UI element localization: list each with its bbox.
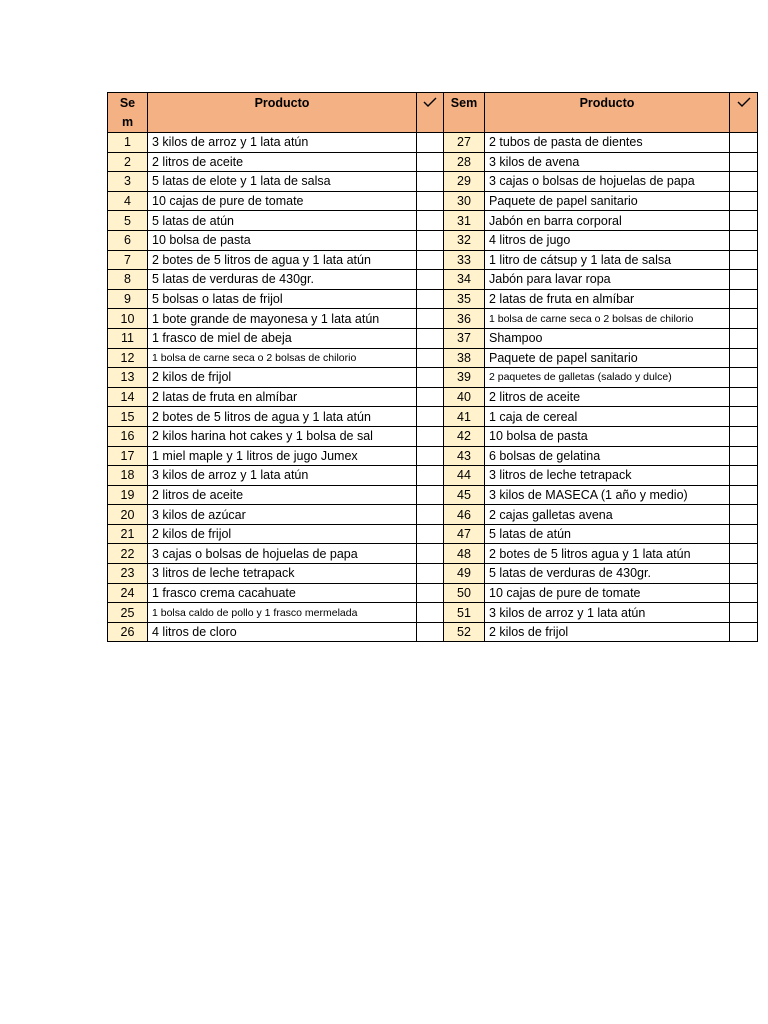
table-row [108, 544, 758, 564]
week-number: 9 [108, 289, 148, 309]
table-row [108, 328, 758, 348]
check-icon [737, 97, 751, 107]
week-number: 44 [444, 466, 485, 486]
product-name: 1 caja de cereal [485, 407, 730, 427]
product-name: 3 kilos de arroz y 1 lata atún [148, 133, 417, 153]
table-row [108, 524, 758, 544]
check-cell[interactable] [730, 289, 758, 309]
product-name: 3 kilos de arroz y 1 lata atún [485, 603, 730, 623]
week-number: 15 [108, 407, 148, 427]
product-name: 1 bolsa de carne seca o 2 bolsas de chilorio [148, 348, 417, 368]
week-number: 40 [444, 387, 485, 407]
week-number: 49 [444, 564, 485, 584]
table-row [108, 426, 758, 446]
check-cell[interactable] [417, 211, 444, 231]
week-number: 5 [108, 211, 148, 231]
week-number: 30 [444, 191, 485, 211]
table-header-row [108, 93, 758, 133]
producto-header-left: Producto [148, 93, 417, 133]
product-name: 2 paquetes de galletas (salado y dulce) [485, 368, 730, 388]
weekly-products-table [107, 92, 758, 642]
product-name: 1 frasco de miel de abeja [148, 328, 417, 348]
week-number: 7 [108, 250, 148, 270]
check-cell[interactable] [730, 368, 758, 388]
check-icon [423, 97, 437, 107]
check-cell[interactable] [417, 172, 444, 192]
table-row [108, 583, 758, 603]
product-name: 2 latas de fruta en almíbar [148, 387, 417, 407]
check-cell[interactable] [417, 544, 444, 564]
week-number: 52 [444, 622, 485, 642]
week-number: 28 [444, 152, 485, 172]
week-number: 17 [108, 446, 148, 466]
check-cell[interactable] [730, 152, 758, 172]
check-header-right [730, 93, 758, 133]
product-name: 1 bolsa caldo de pollo y 1 frasco mermelada [148, 603, 417, 623]
check-cell[interactable] [417, 524, 444, 544]
product-name: 1 bolsa de carne seca o 2 bolsas de chilorio [485, 309, 730, 329]
check-cell[interactable] [417, 348, 444, 368]
week-number: 33 [444, 250, 485, 270]
check-cell[interactable] [730, 211, 758, 231]
week-number: 39 [444, 368, 485, 388]
check-cell[interactable] [730, 524, 758, 544]
week-number: 34 [444, 270, 485, 290]
table-row [108, 211, 758, 231]
check-cell[interactable] [417, 603, 444, 623]
check-cell[interactable] [730, 622, 758, 642]
check-cell[interactable] [417, 407, 444, 427]
check-cell[interactable] [417, 426, 444, 446]
product-name: Shampoo [485, 328, 730, 348]
week-number: 35 [444, 289, 485, 309]
product-name: 5 bolsas o latas de frijol [148, 289, 417, 309]
week-number: 26 [108, 622, 148, 642]
week-number: 25 [108, 603, 148, 623]
check-cell[interactable] [730, 230, 758, 250]
week-number: 48 [444, 544, 485, 564]
week-number: 43 [444, 446, 485, 466]
table-row [108, 446, 758, 466]
check-cell[interactable] [730, 250, 758, 270]
table-row [108, 485, 758, 505]
check-header-left [417, 93, 444, 133]
table-row [108, 407, 758, 427]
product-name: 2 kilos de frijol [148, 524, 417, 544]
week-number: 41 [444, 407, 485, 427]
check-cell[interactable] [417, 368, 444, 388]
product-name: 3 cajas o bolsas de hojuelas de papa [148, 544, 417, 564]
product-name: 4 litros de cloro [148, 622, 417, 642]
check-cell[interactable] [730, 583, 758, 603]
check-cell[interactable] [730, 348, 758, 368]
week-number: 22 [108, 544, 148, 564]
table-row [108, 348, 758, 368]
week-number: 38 [444, 348, 485, 368]
table-row [108, 152, 758, 172]
table-row [108, 133, 758, 153]
week-number: 24 [108, 583, 148, 603]
week-number: 19 [108, 485, 148, 505]
product-name: 2 kilos de frijol [148, 368, 417, 388]
check-cell[interactable] [730, 191, 758, 211]
table-row [108, 622, 758, 642]
check-cell[interactable] [417, 328, 444, 348]
check-cell[interactable] [730, 446, 758, 466]
product-name: 5 latas de atún [148, 211, 417, 231]
check-cell[interactable] [730, 133, 758, 153]
week-number: 12 [108, 348, 148, 368]
product-name: Jabón para lavar ropa [485, 270, 730, 290]
check-cell[interactable] [417, 270, 444, 290]
week-number: 16 [108, 426, 148, 446]
product-name: 4 litros de jugo [485, 230, 730, 250]
table-row [108, 466, 758, 486]
product-name: 10 cajas de pure de tomate [148, 191, 417, 211]
check-cell[interactable] [730, 387, 758, 407]
product-name: 10 bolsa de pasta [148, 230, 417, 250]
check-cell[interactable] [730, 505, 758, 525]
check-cell[interactable] [417, 230, 444, 250]
product-name: 2 botes de 5 litros agua y 1 lata atún [485, 544, 730, 564]
product-name: 2 litros de aceite [485, 387, 730, 407]
week-number: 8 [108, 270, 148, 290]
product-name: 6 bolsas de gelatina [485, 446, 730, 466]
check-cell[interactable] [417, 289, 444, 309]
product-name: 5 latas de elote y 1 lata de salsa [148, 172, 417, 192]
check-cell[interactable] [417, 191, 444, 211]
week-number: 27 [444, 133, 485, 153]
product-name: 1 frasco crema cacahuate [148, 583, 417, 603]
product-name: 2 cajas galletas avena [485, 505, 730, 525]
product-name: 2 litros de aceite [148, 485, 417, 505]
check-cell[interactable] [730, 172, 758, 192]
product-name: 2 kilos de frijol [485, 622, 730, 642]
product-name: 1 bote grande de mayonesa y 1 lata atún [148, 309, 417, 329]
check-cell[interactable] [730, 328, 758, 348]
check-cell[interactable] [417, 309, 444, 329]
product-name: 3 kilos de MASECA (1 año y medio) [485, 485, 730, 505]
check-cell[interactable] [417, 133, 444, 153]
table-row [108, 230, 758, 250]
product-name: 3 kilos de arroz y 1 lata atún [148, 466, 417, 486]
week-number: 45 [444, 485, 485, 505]
week-number: 46 [444, 505, 485, 525]
table-row [108, 250, 758, 270]
table-row [108, 387, 758, 407]
product-name: 2 litros de aceite [148, 152, 417, 172]
table-row [108, 289, 758, 309]
week-number: 21 [108, 524, 148, 544]
check-cell[interactable] [730, 407, 758, 427]
check-cell[interactable] [417, 387, 444, 407]
product-name: 5 latas de verduras de 430gr. [485, 564, 730, 584]
product-name: 1 litro de cátsup y 1 lata de salsa [485, 250, 730, 270]
table-row [108, 603, 758, 623]
table-row [108, 191, 758, 211]
week-number: 1 [108, 133, 148, 153]
product-name: 5 latas de atún [485, 524, 730, 544]
check-cell[interactable] [417, 152, 444, 172]
check-cell[interactable] [730, 485, 758, 505]
week-number: 50 [444, 583, 485, 603]
check-cell[interactable] [417, 564, 444, 584]
check-cell[interactable] [417, 466, 444, 486]
table-row [108, 172, 758, 192]
producto-header-right: Producto [485, 93, 730, 133]
product-name: 2 latas de fruta en almíbar [485, 289, 730, 309]
week-number: 51 [444, 603, 485, 623]
week-number: 20 [108, 505, 148, 525]
product-name: 5 latas de verduras de 430gr. [148, 270, 417, 290]
week-number: 4 [108, 191, 148, 211]
week-number: 13 [108, 368, 148, 388]
product-name: 2 kilos harina hot cakes y 1 bolsa de sal [148, 426, 417, 446]
check-cell[interactable] [417, 446, 444, 466]
product-name: Paquete de papel sanitario [485, 348, 730, 368]
product-name: 3 litros de leche tetrapack [148, 564, 417, 584]
week-number: 2 [108, 152, 148, 172]
product-name: 10 bolsa de pasta [485, 426, 730, 446]
product-name: Paquete de papel sanitario [485, 191, 730, 211]
check-cell[interactable] [730, 564, 758, 584]
week-number: 29 [444, 172, 485, 192]
table-row [108, 270, 758, 290]
product-name: 2 tubos de pasta de dientes [485, 133, 730, 153]
week-number: 47 [444, 524, 485, 544]
check-cell[interactable] [417, 485, 444, 505]
check-cell[interactable] [730, 466, 758, 486]
check-cell[interactable] [417, 583, 444, 603]
check-cell[interactable] [730, 426, 758, 446]
table-row [108, 564, 758, 584]
table-row [108, 309, 758, 329]
week-number: 14 [108, 387, 148, 407]
week-number: 23 [108, 564, 148, 584]
week-number: 18 [108, 466, 148, 486]
table-row [108, 505, 758, 525]
product-name: 2 botes de 5 litros de agua y 1 lata atún [148, 250, 417, 270]
product-name: 3 kilos de avena [485, 152, 730, 172]
check-cell[interactable] [417, 250, 444, 270]
product-name: 10 cajas de pure de tomate [485, 583, 730, 603]
check-cell[interactable] [417, 505, 444, 525]
product-name: 3 litros de leche tetrapack [485, 466, 730, 486]
product-name: 1 miel maple y 1 litros de jugo Jumex [148, 446, 417, 466]
week-number: 11 [108, 328, 148, 348]
sem-header-right: Sem [444, 93, 485, 133]
check-cell[interactable] [730, 544, 758, 564]
check-cell[interactable] [730, 270, 758, 290]
check-cell[interactable] [730, 603, 758, 623]
product-name: Jabón en barra corporal [485, 211, 730, 231]
week-number: 32 [444, 230, 485, 250]
week-number: 6 [108, 230, 148, 250]
product-name: 3 kilos de azúcar [148, 505, 417, 525]
week-number: 42 [444, 426, 485, 446]
week-number: 31 [444, 211, 485, 231]
week-number: 10 [108, 309, 148, 329]
sem-header-left: Se m [108, 93, 148, 133]
week-number: 3 [108, 172, 148, 192]
product-name: 2 botes de 5 litros de agua y 1 lata atún [148, 407, 417, 427]
check-cell[interactable] [417, 622, 444, 642]
week-number: 37 [444, 328, 485, 348]
check-cell[interactable] [730, 309, 758, 329]
week-number: 36 [444, 309, 485, 329]
product-name: 3 cajas o bolsas de hojuelas de papa [485, 172, 730, 192]
table-row [108, 368, 758, 388]
